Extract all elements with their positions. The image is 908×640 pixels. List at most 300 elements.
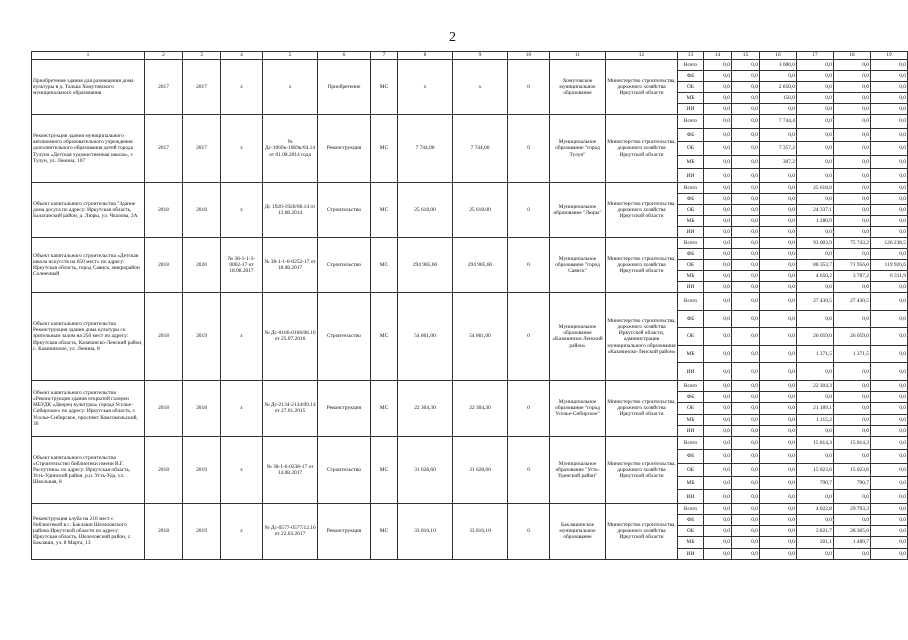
responsible-cell: Министерство строительства, дорожного хозяйства Иркутской области, администрация муниципального образования «Казачинско-Ленский район» xyxy=(606,292,678,380)
amount-cell: 0,0 xyxy=(797,128,834,142)
funding-previous-cell: 0 xyxy=(508,292,550,380)
cost-current-cell: 33 816,10 xyxy=(453,503,508,559)
cost-current-cell: 25 618,00 xyxy=(453,182,508,237)
amount-cell: 0,0 xyxy=(797,60,834,71)
funding-source-cell: ИИ xyxy=(678,363,704,381)
amount-cell: 0,0 xyxy=(704,281,732,292)
column-number-cell: 6 xyxy=(318,52,371,60)
funding-source-cell: ФБ xyxy=(678,71,704,82)
customer-cell: Муниципальное образование "город Тулун" xyxy=(550,115,606,183)
amount-cell: 0,0 xyxy=(704,548,732,559)
work-type-cell: Реконструкция xyxy=(318,380,371,436)
amount-cell: 1 371,5 xyxy=(834,345,871,363)
amount-cell: 0,0 xyxy=(834,425,871,436)
amount-cell: 0,0 xyxy=(760,237,797,248)
amount-cell: 0,0 xyxy=(732,182,760,193)
customer-cell: Муниципальное образование «Казачинско-Ленский район» xyxy=(550,292,606,380)
funding-previous-cell: 0 xyxy=(508,115,550,183)
year-start-cell: 2018 xyxy=(145,237,183,292)
amount-cell: 93 003,9 xyxy=(797,237,834,248)
amount-cell: 26 059,0 xyxy=(834,328,871,346)
amount-cell: 0,0 xyxy=(732,436,760,449)
amount-cell: 0,0 xyxy=(760,363,797,381)
cost-current-cell: 22 304,30 xyxy=(453,380,508,436)
expertise-cell: х xyxy=(263,60,318,115)
project-docs-cell: х xyxy=(221,380,263,436)
amount-cell: 0,0 xyxy=(704,142,732,156)
amount-cell: 0,0 xyxy=(732,537,760,548)
amount-cell: 0,0 xyxy=(760,292,797,310)
amount-cell: 0,0 xyxy=(871,515,908,526)
amount-cell: 0,0 xyxy=(834,204,871,215)
funding-source-cell: ОБ xyxy=(678,526,704,537)
cost-estimate-cell: 31 628,60 xyxy=(398,436,453,503)
funding-previous-cell: 0 xyxy=(508,237,550,292)
amount-cell: 0,0 xyxy=(797,226,834,237)
funding-source-cell: ОБ xyxy=(678,328,704,346)
funding-source-cell: МБ xyxy=(678,345,704,363)
amount-cell: 0,0 xyxy=(871,60,908,71)
amount-cell: 0,0 xyxy=(797,155,834,169)
amount-cell: 0,0 xyxy=(760,403,797,414)
funding-source-cell: Всего xyxy=(678,436,704,449)
responsible-cell: Министерство строительства, дорожного хозяйства Иркутской области xyxy=(606,115,678,183)
cost-estimate-cell: 33 816,10 xyxy=(398,503,453,559)
amount-cell: 0,0 xyxy=(871,226,908,237)
work-type-cell: Реконструкция xyxy=(318,115,371,183)
amount-cell: 0,0 xyxy=(871,193,908,204)
column-number-cell: 17 xyxy=(797,52,834,60)
funding-source-cell: Всего xyxy=(678,182,704,193)
amount-cell: 0,0 xyxy=(760,169,797,183)
amount-cell: 0,0 xyxy=(732,345,760,363)
funding-source-cell: ОБ xyxy=(678,403,704,414)
amount-cell: 2 850,0 xyxy=(760,82,797,93)
amount-cell: 0,0 xyxy=(732,60,760,71)
amount-cell: 0,0 xyxy=(732,71,760,82)
column-number-cell: 15 xyxy=(732,52,760,60)
amount-cell: 0,0 xyxy=(871,463,908,476)
amount-cell: 0,0 xyxy=(732,82,760,93)
amount-cell: 0,0 xyxy=(704,82,732,93)
column-number-cell: 4 xyxy=(221,52,263,60)
amount-cell: 0,0 xyxy=(797,392,834,403)
amount-cell: 0,0 xyxy=(732,193,760,204)
amount-cell: 0,0 xyxy=(704,380,732,391)
amount-cell: 0,0 xyxy=(760,259,797,270)
year-start-cell: 2018 xyxy=(145,503,183,559)
amount-cell: 0,0 xyxy=(760,71,797,82)
ownership-cell: МС xyxy=(371,292,398,380)
amount-cell: 15 814,3 xyxy=(797,436,834,449)
funding-source-cell: МБ xyxy=(678,155,704,169)
amount-cell: 0,0 xyxy=(704,392,732,403)
table-row xyxy=(32,436,908,449)
amount-cell: 0,0 xyxy=(760,345,797,363)
amount-cell: 0,0 xyxy=(704,363,732,381)
amount-cell: 0,0 xyxy=(732,259,760,270)
project-name-cell: Объект капитального строительства «Детская школа искусств на 650 мест» по адресу: Иркутская область, город Саянск, микрорайон Солнечный xyxy=(32,237,145,292)
amount-cell: 0,0 xyxy=(760,490,797,503)
table-row xyxy=(32,182,908,193)
funding-previous-cell: 0 xyxy=(508,60,550,115)
ownership-cell: МС xyxy=(371,182,398,237)
funding-previous-cell: 0 xyxy=(508,182,550,237)
funding-source-cell: МБ xyxy=(678,477,704,490)
amount-cell: 0,0 xyxy=(760,526,797,537)
year-start-cell: 2018 xyxy=(145,380,183,436)
amount-cell: 0,0 xyxy=(797,169,834,183)
amount-cell: 0,0 xyxy=(704,115,732,129)
column-number-cell: 1 xyxy=(32,52,145,60)
amount-cell: 0,0 xyxy=(871,490,908,503)
amount-cell: 0,0 xyxy=(834,182,871,193)
amount-cell: 0,0 xyxy=(871,503,908,514)
amount-cell: 0,0 xyxy=(871,248,908,259)
amount-cell: 0,0 xyxy=(834,71,871,82)
amount-cell: 387,2 xyxy=(760,155,797,169)
amount-cell: 0,0 xyxy=(704,93,732,104)
funding-source-cell: ИИ xyxy=(678,169,704,183)
amount-cell: 3 000,0 xyxy=(760,60,797,71)
column-number-cell: 2 xyxy=(145,52,183,60)
amount-cell: 27 430,5 xyxy=(797,292,834,310)
cost-current-cell: 294 985,60 xyxy=(453,237,508,292)
amount-cell: 0,0 xyxy=(871,526,908,537)
amount-cell: 1 115,2 xyxy=(797,414,834,425)
amount-cell: 0,0 xyxy=(797,548,834,559)
table-row xyxy=(32,380,908,391)
amount-cell: 0,0 xyxy=(704,450,732,463)
customer-cell: Муниципальное образование "город Усолье-Сибирское" xyxy=(550,380,606,436)
amount-cell: 0,0 xyxy=(797,310,834,328)
funding-source-cell: Всего xyxy=(678,380,704,391)
amount-cell: 0,0 xyxy=(797,490,834,503)
amount-cell: 0,0 xyxy=(871,71,908,82)
amount-cell: 0,0 xyxy=(871,477,908,490)
project-name-cell: Реконструкция здания муниципального автономного образовательного учреждения дополнительного образования детей города Тулуна «Детская художественная школа», г. Тулун, ул. Ленина, 107 xyxy=(32,115,145,183)
funding-source-cell: ОБ xyxy=(678,142,704,156)
work-type-cell: Строительство xyxy=(318,237,371,292)
ownership-cell: МС xyxy=(371,115,398,183)
expertise-cell: № Дс-0577-0577/12.16 от 22.03.2017 xyxy=(263,503,318,559)
cost-current-cell: 54 861,00 xyxy=(453,292,508,380)
amount-cell: 0,0 xyxy=(871,142,908,156)
amount-cell: 0,0 xyxy=(834,60,871,71)
amount-cell: 0,0 xyxy=(732,380,760,391)
amount-cell: 0,0 xyxy=(871,104,908,115)
amount-cell: 0,0 xyxy=(704,182,732,193)
amount-cell: 0,0 xyxy=(871,128,908,142)
year-start-cell: 2017 xyxy=(145,60,183,115)
amount-cell: 0,0 xyxy=(834,248,871,259)
amount-cell: 0,0 xyxy=(797,425,834,436)
customer-cell: Муниципальное образование "Усть-Удинский район" xyxy=(550,436,606,503)
cost-estimate-cell: 25 618,00 xyxy=(398,182,453,237)
expertise-cell: № Дс-2134-2134/09.14 от 27.01.2015 xyxy=(263,380,318,436)
amount-cell: 0,0 xyxy=(704,226,732,237)
amount-cell: 3 787,2 xyxy=(834,270,871,281)
column-number-row xyxy=(32,52,908,60)
ownership-cell: МС xyxy=(371,380,398,436)
project-docs-cell: х xyxy=(221,182,263,237)
column-number-cell: 19 xyxy=(871,52,908,60)
amount-cell: 0,0 xyxy=(760,281,797,292)
work-type-cell: Строительство xyxy=(318,182,371,237)
funding-source-cell: Всего xyxy=(678,237,704,248)
funding-source-cell: ИИ xyxy=(678,425,704,436)
amount-cell: 0,0 xyxy=(704,477,732,490)
amount-cell: 0,0 xyxy=(704,537,732,548)
column-number-cell: 5 xyxy=(263,52,318,60)
year-end-cell: 2019 xyxy=(183,436,221,503)
amount-cell: 0,0 xyxy=(760,503,797,514)
amount-cell: 0,0 xyxy=(704,215,732,226)
amount-cell: 0,0 xyxy=(797,93,834,104)
year-start-cell: 2018 xyxy=(145,292,183,380)
amount-cell: 28 305,6 xyxy=(834,526,871,537)
expertise-cell: № Дс-1069к-1069к/04.14 от 01.08.2014 года xyxy=(263,115,318,183)
amount-cell: 0,0 xyxy=(871,345,908,363)
amount-cell: 0,0 xyxy=(871,380,908,391)
amount-cell: 0,0 xyxy=(760,193,797,204)
amount-cell: 0,0 xyxy=(760,537,797,548)
amount-cell: 790,7 xyxy=(834,477,871,490)
amount-cell: 4 650,2 xyxy=(797,270,834,281)
amount-cell: 0,0 xyxy=(704,463,732,476)
amount-cell: 0,0 xyxy=(704,515,732,526)
customer-cell: Хомутовское муниципальное образование xyxy=(550,60,606,115)
amount-cell: 0,0 xyxy=(871,155,908,169)
amount-cell: 0,0 xyxy=(760,310,797,328)
work-type-cell: Приобретение xyxy=(318,60,371,115)
cost-estimate-cell: 294 985,60 xyxy=(398,237,453,292)
amount-cell: 0,0 xyxy=(871,310,908,328)
page-number: 2 xyxy=(449,30,456,45)
amount-cell: 0,0 xyxy=(704,128,732,142)
amount-cell: 0,0 xyxy=(704,414,732,425)
amount-cell: 0,0 xyxy=(732,169,760,183)
amount-cell: 0,0 xyxy=(834,515,871,526)
amount-cell: 0,0 xyxy=(871,363,908,381)
amount-cell: 26 059,0 xyxy=(797,328,834,346)
amount-cell: 7 357,2 xyxy=(760,142,797,156)
cost-estimate-cell: 22 304,30 xyxy=(398,380,453,436)
work-type-cell: Строительство xyxy=(318,436,371,503)
amount-cell: 0,0 xyxy=(834,392,871,403)
amount-cell: 0,0 xyxy=(834,128,871,142)
column-number-cell: 14 xyxy=(704,52,732,60)
amount-cell: 0,0 xyxy=(732,128,760,142)
amount-cell: 0,0 xyxy=(834,548,871,559)
amount-cell: 0,0 xyxy=(704,71,732,82)
amount-cell: 0,0 xyxy=(732,328,760,346)
amount-cell: 0,0 xyxy=(834,310,871,328)
amount-cell: 0,0 xyxy=(871,414,908,425)
customer-cell: Баклашинское муниципальное образование xyxy=(550,503,606,559)
amount-cell: 0,0 xyxy=(760,182,797,193)
amount-cell: 0,0 xyxy=(797,104,834,115)
column-number-cell: 11 xyxy=(550,52,606,60)
ownership-cell: МС xyxy=(371,237,398,292)
column-number-cell: 18 xyxy=(834,52,871,60)
amount-cell: 0,0 xyxy=(704,270,732,281)
amount-cell: 0,0 xyxy=(732,515,760,526)
funding-previous-cell: 0 xyxy=(508,503,550,559)
amount-cell: 15 023,6 xyxy=(834,463,871,476)
table-row xyxy=(32,60,908,71)
amount-cell: 0,0 xyxy=(704,310,732,328)
year-end-cell: 2018 xyxy=(183,182,221,237)
amount-cell: 0,0 xyxy=(797,115,834,129)
amount-cell: 0,0 xyxy=(732,425,760,436)
amount-cell: 0,0 xyxy=(871,328,908,346)
year-end-cell: 2017 xyxy=(183,60,221,115)
funding-source-cell: МБ xyxy=(678,215,704,226)
work-type-cell: Строительство xyxy=(318,292,371,380)
customer-cell: Муниципальное образование "Люры" xyxy=(550,182,606,237)
amount-cell: 0,0 xyxy=(732,93,760,104)
column-number-cell: 16 xyxy=(760,52,797,60)
amount-cell: 0,0 xyxy=(704,490,732,503)
amount-cell: 15 023,6 xyxy=(797,463,834,476)
amount-cell: 0,0 xyxy=(732,237,760,248)
amount-cell: 0,0 xyxy=(760,104,797,115)
amount-cell: 201,1 xyxy=(797,537,834,548)
amount-cell: 0,0 xyxy=(704,169,732,183)
funding-source-cell: Всего xyxy=(678,115,704,129)
amount-cell: 0,0 xyxy=(732,392,760,403)
amount-cell: 0,0 xyxy=(834,82,871,93)
amount-cell: 0,0 xyxy=(732,215,760,226)
responsible-cell: Министерство строительства, дорожного хозяйства Иркутской области xyxy=(606,182,678,237)
amount-cell: 0,0 xyxy=(834,380,871,391)
amount-cell: 0,0 xyxy=(871,82,908,93)
amount-cell: 0,0 xyxy=(834,281,871,292)
funding-source-cell: Всего xyxy=(678,503,704,514)
amount-cell: 0,0 xyxy=(704,403,732,414)
expertise-cell: Дс 1920-1920/06.14 от 13.08.2014 xyxy=(263,182,318,237)
amount-cell: 0,0 xyxy=(732,403,760,414)
amount-cell: 0,0 xyxy=(760,392,797,403)
amount-cell: 119 926,6 xyxy=(871,259,908,270)
amount-cell: 0,0 xyxy=(871,548,908,559)
amount-cell: 0,0 xyxy=(797,71,834,82)
funding-source-cell: ОБ xyxy=(678,463,704,476)
amount-cell: 21 189,1 xyxy=(797,403,834,414)
project-name-cell: Объект капитального строительства «Строительство библиотеки имени В.Г. Распутина» по адресу: Иркутская область, Усть-Удинский район, р.п. Усть-Уда, ул. Школьная, 8 xyxy=(32,436,145,503)
column-number-cell: 8 xyxy=(398,52,453,60)
amount-cell: 0,0 xyxy=(834,193,871,204)
amount-cell: 0,0 xyxy=(871,93,908,104)
project-name-cell: Объект капитального строительства «Реконструкция здания открытой галереи МБУДК «Дворец культуры» города Усолье-Сибирское» по адресу: Иркутская область, г. Усолье-Сибирское, проспект Комсомольский, 30 xyxy=(32,380,145,436)
amount-cell: 150,0 xyxy=(760,93,797,104)
project-docs-cell: х xyxy=(221,503,263,559)
funding-source-cell: ФБ xyxy=(678,450,704,463)
project-name-cell: Приобретение здания для размещения дома культуры в д. Талька Хомутовского муниципального образования xyxy=(32,60,145,115)
cost-estimate-cell: 7 744,00 xyxy=(398,115,453,183)
amount-cell: 75 743,2 xyxy=(834,237,871,248)
column-number-cell: 3 xyxy=(183,52,221,60)
project-name-cell: Реконструкция клуба на 210 мест с библиотекой в с. Баклаши Шелеховского района Иркутской области по адресу: Иркутская область, Шелеховский район, с. Баклаши, ул. 8 Марта, 13 xyxy=(32,503,145,559)
amount-cell: 0,0 xyxy=(797,193,834,204)
amount-cell: 0,0 xyxy=(760,226,797,237)
amount-cell: 790,7 xyxy=(797,477,834,490)
amount-cell: 0,0 xyxy=(871,392,908,403)
amount-cell: 0,0 xyxy=(834,169,871,183)
amount-cell: 0,0 xyxy=(760,477,797,490)
amount-cell: 0,0 xyxy=(732,477,760,490)
responsible-cell: Министерство строительства, дорожного хозяйства Иркутской области xyxy=(606,436,678,503)
cost-current-cell: 31 628,60 xyxy=(453,436,508,503)
amount-cell: 0,0 xyxy=(871,169,908,183)
amount-cell: 1 489,7 xyxy=(834,537,871,548)
funding-source-cell: Всего xyxy=(678,292,704,310)
year-end-cell: 2018 xyxy=(183,380,221,436)
amount-cell: 0,0 xyxy=(834,450,871,463)
amount-cell: 0,0 xyxy=(834,115,871,129)
amount-cell: 0,0 xyxy=(704,60,732,71)
amount-cell: 0,0 xyxy=(732,363,760,381)
project-name-cell: Объект капитального строительства "Здание дома досуга по адресу: Иркутская область, Балаганский район, д. Люры, ул. Чкалова, 2А xyxy=(32,182,145,237)
funding-source-cell: ФБ xyxy=(678,515,704,526)
amount-cell: 0,0 xyxy=(871,450,908,463)
amount-cell: 0,0 xyxy=(732,142,760,156)
amount-cell: 0,0 xyxy=(760,128,797,142)
amount-cell: 0,0 xyxy=(732,310,760,328)
table-row xyxy=(32,503,908,514)
amount-cell: 0,0 xyxy=(871,292,908,310)
amount-cell: 0,0 xyxy=(797,281,834,292)
responsible-cell: Министерство строительства, дорожного хозяйства Иркутской области xyxy=(606,237,678,292)
amount-cell: 71 956,0 xyxy=(834,259,871,270)
responsible-cell: Министерство строительства, дорожного хозяйства Иркутской области xyxy=(606,60,678,115)
amount-cell: 7 744,4 xyxy=(760,115,797,129)
amount-cell: 0,0 xyxy=(732,270,760,281)
amount-cell: 0,0 xyxy=(732,450,760,463)
amount-cell: 0,0 xyxy=(732,115,760,129)
amount-cell: 25 618,0 xyxy=(797,182,834,193)
amount-cell: 0,0 xyxy=(760,215,797,226)
amount-cell: 0,0 xyxy=(834,93,871,104)
amount-cell: 0,0 xyxy=(834,414,871,425)
amount-cell: 29 793,3 xyxy=(834,503,871,514)
amount-cell: 0,0 xyxy=(871,281,908,292)
project-docs-cell: № 38-1-1-3-0062-17 от 18.08.2017 xyxy=(221,237,263,292)
amount-cell: 0,0 xyxy=(760,450,797,463)
expertise-cell: № Дс-0166-0166/06.16 от 25.07.2016 xyxy=(263,292,318,380)
amount-cell: 0,0 xyxy=(760,548,797,559)
amount-cell: 0,0 xyxy=(704,204,732,215)
expertise-cell: № 38-1-6-0238-17 от 14.08.2017 xyxy=(263,436,318,503)
table-row xyxy=(32,237,908,248)
table-row xyxy=(32,115,908,129)
amount-cell: 0,0 xyxy=(760,436,797,449)
amount-cell: 0,0 xyxy=(797,363,834,381)
year-start-cell: 2018 xyxy=(145,436,183,503)
amount-cell: 0,0 xyxy=(760,328,797,346)
amount-cell: 0,0 xyxy=(732,248,760,259)
amount-cell: 0,0 xyxy=(871,182,908,193)
funding-source-cell: ФБ xyxy=(678,392,704,403)
funding-source-cell: ИИ xyxy=(678,548,704,559)
amount-cell: 0,0 xyxy=(871,436,908,449)
amount-cell: 0,0 xyxy=(834,155,871,169)
amount-cell: 4 022,8 xyxy=(797,503,834,514)
year-start-cell: 2017 xyxy=(145,115,183,183)
amount-cell: 0,0 xyxy=(732,463,760,476)
amount-cell: 0,0 xyxy=(871,115,908,129)
